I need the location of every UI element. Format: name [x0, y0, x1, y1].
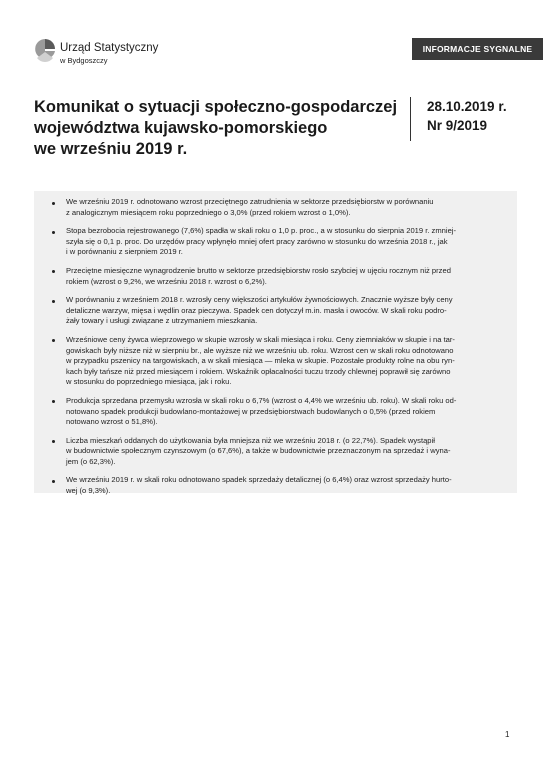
- title-line: we wrześniu 2019 r.: [34, 140, 188, 158]
- summary-list: [34, 191, 517, 497]
- title-divider: [410, 97, 411, 141]
- summary-line: Przeciętne miesięczne wynagrodzenie brutto w sektorze przedsiębiorstw rosło szybciej w ujęciu rocznym niż przed: [66, 265, 451, 275]
- summary-line: wej (o 9,3%).: [66, 486, 111, 496]
- summary-item-wages: [52, 266, 505, 287]
- publication-meta: [427, 97, 507, 135]
- summary-line: notowano wzrost o 51,8%).: [66, 417, 158, 427]
- summary-line: notowano spadek produkcji budowlano-montażowej w przedsiębiorstwach budowlanych o 0,5% (przed rokiem: [66, 406, 436, 416]
- summary-line: jem (o 62,3%).: [66, 456, 116, 466]
- section-badge: INFORMACJE SYGNALNE: [412, 38, 543, 60]
- logo-location: w Bydgoszczy: [60, 56, 108, 65]
- summary-item-industry: [52, 396, 505, 428]
- summary-line: We wrześniu 2019 r. w skali roku odnotowano spadek sprzedaży detalicznej (o 6,4%) oraz wzrost sprzedaży hurto-: [66, 475, 452, 485]
- summary-item-unemployment: [52, 226, 505, 258]
- summary-box: [34, 191, 517, 496]
- summary-line: Liczba mieszkań oddanych do użytkowania była mniejsza niż we wrześniu 2018 r. (o 22,7%). Spadek wystąpił: [66, 435, 435, 445]
- summary-line: gowiskach były niższe niż w sierpniu br., ale wyższe niż we wrześniu ub. roku. Wzrost cen w skali roku odnotowano: [66, 345, 454, 355]
- summary-line: w stosunku do poprzedniego miesiąca, jak i roku.: [66, 377, 232, 387]
- summary-line: kach były tańsze niż przed miesiącem i rokiem. Wskaźnik opłacalności tuczu trzody chlewnej poprawił się zarówno: [66, 366, 451, 376]
- publication-number: Nr 9/2019: [427, 118, 488, 133]
- title-line: Komunikat o sytuacji społeczno-gospodarczej: [34, 98, 398, 116]
- summary-item-housing: [52, 436, 505, 468]
- summary-line: We wrześniu 2019 r. odnotowano wzrost przeciętnego zatrudnienia w sektorze przedsiębiorstw w porównaniu: [66, 197, 434, 206]
- summary-line: Stopa bezrobocia rejestrowanego (7,6%) spadła w skali roku o 1,0 p. proc., a w stosunku do sierpnia 2019 r. zmniej-: [66, 226, 457, 236]
- summary-line: W porównaniu z wrześniem 2018 r. wzrosły ceny większości artykułów żywnościowych. Znacznie wyższe były ceny: [66, 295, 453, 305]
- summary-line: żały towary i usługi związane z utrzymaniem mieszkania.: [66, 316, 258, 326]
- summary-item-prices: [52, 295, 505, 327]
- summary-line: w przypadku pszenicy na targowiskach, a w skali miesiąca — mleka w skupie. Pozostałe produkty rolne na obu ryn-: [66, 356, 455, 366]
- summary-line: szyła się o 0,1 p. proc. Do urzędów pracy wpłynęło mniej ofert pracy zarówno w stosunku do września 2018 r., jak: [66, 236, 448, 246]
- summary-line: detaliczne warzyw, mięsa i wędlin oraz pieczywa. Spadek cen dotyczył m.in. masła i owoców. W skali roku podro-: [66, 305, 447, 315]
- summary-line: Produkcja sprzedana przemysłu wzrosła w skali roku o 6,7% (wzrost o 4,4% we wrześniu ub. roku). W skali roku od-: [66, 395, 457, 405]
- page-title: [34, 97, 398, 160]
- logo-name: Urząd Statystyczny: [60, 42, 159, 54]
- summary-line: w budownictwie społecznym czynszowym (o 67,6%), a także w budownictwie przeznaczonym na sprzedaż i wyna-: [66, 446, 451, 456]
- summary-item-employment: [52, 197, 505, 218]
- page-number: 1: [505, 730, 510, 739]
- publication-date: 28.10.2019 r.: [427, 99, 507, 114]
- office-logo-icon: [34, 38, 56, 64]
- summary-item-retail: [52, 475, 505, 496]
- summary-item-agriculture: [52, 335, 505, 388]
- summary-line: Wrześniowe ceny żywca wieprzowego w skupie wzrosły w skali miesiąca i roku. Ceny ziemniaków w skupie i na tar-: [66, 334, 455, 344]
- summary-line: z analogicznym miesiącem roku poprzedniego o 3,0% (przed rokiem wzrost o 1,0%).: [66, 207, 351, 217]
- title-line: województwa kujawsko-pomorskiego: [34, 119, 328, 137]
- summary-line: i w porównaniu z sierpniem 2019 r.: [66, 247, 183, 257]
- office-logo: [34, 38, 164, 68]
- summary-line: rokiem (wzrost o 9,2%, we wrześniu 2018 r. wzrost o 6,2%).: [66, 276, 267, 286]
